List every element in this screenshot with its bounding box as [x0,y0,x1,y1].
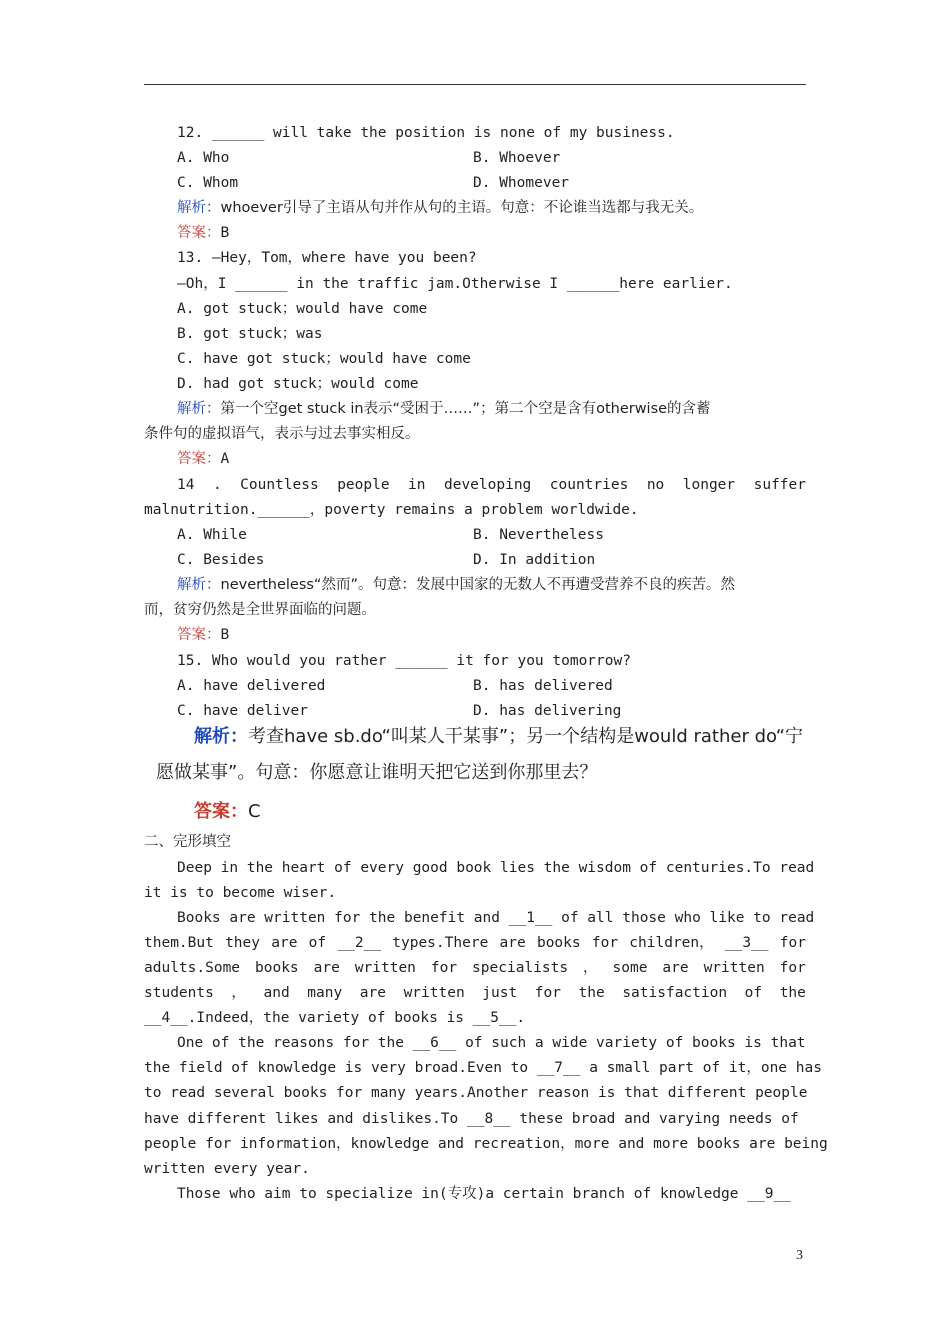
passage-p1-line2: it is to become wiser. [144,885,337,901]
answer-label: 答案： [177,225,221,241]
q14-answer: 答案：B [177,627,230,643]
passage-p3-line1: One of the reasons for the __6__ of such a wide variety of books is that [177,1035,806,1051]
q15-option-c: C. have deliver [177,703,308,719]
q14-option-a: A. While [177,527,247,543]
q15-option-a: A. have delivered [177,678,326,694]
q14-stem-2: malnutrition.______，poverty remains a problem worldwide. [144,502,639,518]
q13-option-b: B. got stuck；was [177,326,323,342]
q14-stem: 14 . Countless people in developing countries no longer suffer [177,477,806,493]
answer-label: 答案： [177,627,221,643]
q14-option-d: D. In addition [473,552,596,568]
passage-p2-line4: students ， and many are written just for the satisfaction of the [144,985,806,1001]
q13-explanation: 解析：第一个空get stuck in表示“受困于……”；第二个空是含有otherwise的含蓄 [177,401,711,417]
explanation-label: 解析： [194,726,248,747]
passage-p2-line3: adults.Some books are written for specialists ， some are written for [144,960,806,976]
explanation-label: 解析： [177,401,221,417]
passage-p4-line1: Those who aim to specialize in(专攻)a certain branch of knowledge __9__ [177,1186,791,1202]
q14-option-b: B. Nevertheless [473,527,604,543]
explanation-label: 解析： [177,577,221,593]
q13-stem-2: —Oh，I ______ in the traffic jam.Otherwise I ______here earlier. [177,276,733,292]
passage-p3-line6: written every year. [144,1161,310,1177]
q15-explanation-2: 愿做某事”。句意：你愿意让谁明天把它送到你那里去？ [156,762,598,783]
blank-1: __1__ [508,910,553,926]
q12-option-d: D. Whomever [473,175,570,191]
passage-p2-line1: Books are written for the benefit and __1__ of all those who like to read [177,910,815,926]
answer-label: 答案： [194,801,248,822]
passage-p2-line2: them.But they are of __2__ types.There are books for children， __3__ for [144,935,806,951]
q13-option-c: C. have got stuck；would have come [177,351,471,367]
page-number: 3 [796,1248,803,1263]
blank-3: __3__ [724,935,769,951]
explanation-label: 解析： [177,200,221,216]
section-title: 二、完形填空 [144,834,231,850]
q12-option-c: C. Whom [177,175,239,191]
q13-stem: 13. —Hey，Tom，where have you been? [177,250,477,266]
q14-explanation: 解析：nevertheless“然而”。句意：发展中国家的无数人不再遭受营养不良的疾苦。然 [177,577,735,593]
passage-p3-line5: people for information，knowledge and recreation，more and more books are being [144,1136,828,1152]
q12-stem: 12. ______ will take the position is none of my business. [177,125,675,141]
passage-p1-line1: Deep in the heart of every good book lies the wisdom of centuries.To read [177,860,815,876]
header-rule [144,84,806,85]
q13-option-a: A. got stuck；would have come [177,301,428,317]
q15-option-d: D. has delivering [473,703,622,719]
blank-2: __2__ [337,935,382,951]
q13-explanation-2: 条件句的虚拟语气，表示与过去事实相反。 [144,426,420,442]
passage-p2-line5: __4__.Indeed，the variety of books is __5__. [144,1010,526,1026]
q15-stem: 15. Who would you rather ______ it for you tomorrow? [177,653,631,669]
q15-option-b: B. has delivered [473,678,613,694]
q13-option-d: D. had got stuck；would come [177,376,419,392]
q14-explanation-2: 而，贫穷仍然是全世界面临的问题。 [144,602,376,618]
passage-p3-line2: the field of knowledge is very broad.Even to __7__ a small part of it，one has [144,1060,822,1076]
q15-explanation: 解析：考查have sb.do“叫某人干某事”；另一个结构是would rather do“宁 [194,726,804,747]
passage-p3-line4: have different likes and dislikes.To __8__ these broad and varying needs of [144,1111,799,1127]
q14-option-c: C. Besides [177,552,265,568]
q12-explanation: 解析：whoever引导了主语从句并作从句的主语。句意：不论谁当选都与我无关。 [177,200,704,216]
q12-answer: 答案：B [177,225,230,241]
q15-answer: 答案：C [194,801,261,822]
q13-answer: 答案：A [177,451,230,467]
q12-option-b: B. Whoever [473,150,561,166]
q12-option-a: A. Who [177,150,230,166]
passage-p3-line3: to read several books for many years.Another reason is that different people [144,1085,808,1101]
answer-label: 答案： [177,451,221,467]
